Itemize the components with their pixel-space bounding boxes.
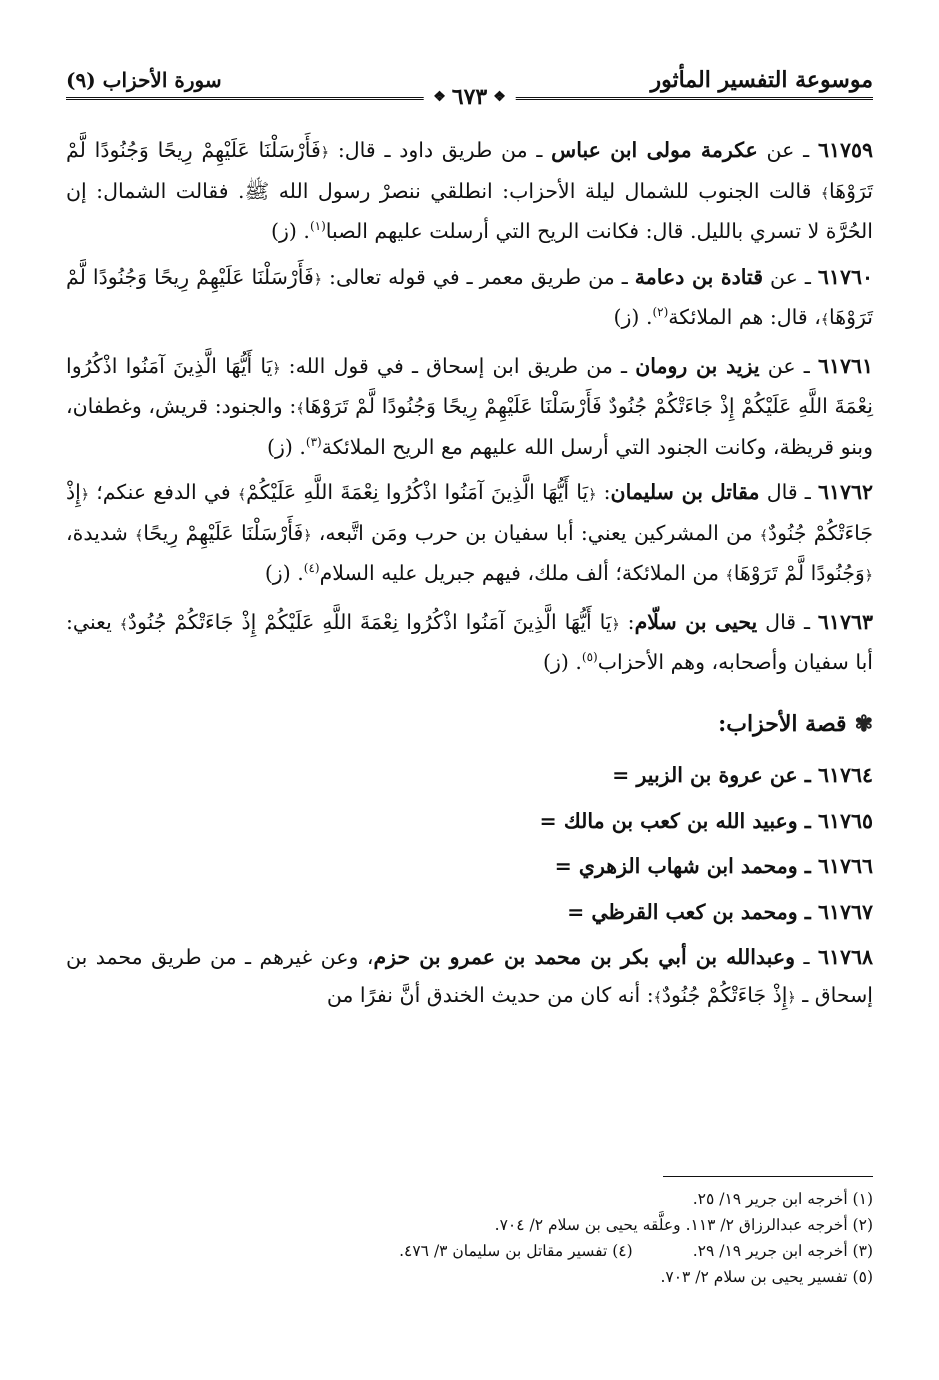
entry-number: ٦١٧٦٢ [817, 480, 874, 504]
quran-quote: ﴿ فَأَرْسَلْنَا عَلَيْهِمْ رِيحًا ﴾ [135, 521, 312, 545]
entry-number: ٦١٧٦٨ [817, 945, 873, 969]
entry-text: في الدفع عنكم؛ [89, 480, 238, 504]
entry-text: ـ من طريق معمر ـ في قوله تعالى: [322, 264, 635, 289]
section-heading [66, 706, 873, 744]
footnote: (٢) أخرجه عبدالرزاق ٢/ ١١٣. وعلَّقه يحيى بن سلام ٢/ ٧٠٤. [494, 1216, 873, 1234]
series-title: موسوعة التفسير المأثور [650, 67, 873, 93]
footnote-ref[interactable]: (١) [309, 219, 326, 234]
entry-text: من المشركين يعني: أبا سفيان بن حرب ومَن اتَّبعه، [311, 520, 760, 545]
entry-61759 [66, 132, 873, 251]
entry-61765: ٦١٧٦٥ ـ وعبيد الله بن كعب بن مالك = [539, 808, 873, 833]
entry-end: . (ز) [264, 561, 304, 585]
entry-61763 [66, 604, 873, 682]
ornament-icon: ❖ [433, 89, 446, 105]
main-text [66, 132, 873, 1017]
footnote-rule [663, 1176, 873, 1177]
entry-61767: ٦١٧٦٧ ـ ومحمد بن كعب القرظي = [567, 899, 873, 924]
entry-text: يعني: أبا سفيان وأصحابه، وهم الأحزاب [66, 609, 873, 674]
page-number: ٦٧٣ [451, 84, 488, 110]
entry-end: . (ز) [266, 434, 306, 459]
ornament-icon: ❖ [493, 89, 506, 105]
footnote-ref[interactable]: (٢) [652, 305, 669, 320]
surah-title: سورة الأحزاب (٩) [66, 68, 222, 92]
narrator-name: وعبدالله بن أبي بكر بن محمد بن عمرو بن حزم [373, 945, 795, 969]
footnote-ref[interactable]: (٥) [581, 650, 598, 665]
quran-quote: ﴿ يَا أَيُّهَا الَّذِينَ آمَنُوا اذْكُرُوا نِعْمَةَ اللَّهِ عَلَيْكُمْ ﴾ [238, 480, 597, 504]
entry-number: ٦١٧٦٠ [817, 264, 873, 289]
quran-quote: ﴿ يَا أَيُّهَا الَّذِينَ آمَنُوا اذْكُرُوا نِعْمَةَ اللَّهِ عَلَيْكُمْ إِذْ جَاءَتْكُمْ جُنُودٌ ﴾ [120, 610, 620, 634]
narrator-name: عكرمة مولى ابن عباس [551, 138, 758, 162]
entry-text: قالت الجنوب للشمال ليلة الأحزاب: انطلقي ننصرْ رسول الله ﷺ. فقالت الشمال: إن الحُرَّة لا تسري بالليل. قال: فكانت الريح التي أرسلت عليهم الصبا [66, 178, 873, 243]
entry-text: : أنه كان من حديث الخندق أنَّ نفرًا من [326, 982, 654, 1007]
section-title: قصة الأحزاب: [718, 710, 847, 737]
entry-text: ـ قال [759, 480, 818, 504]
footnote: (١) أخرجه ابن جرير ١٩/ ٢٥. [692, 1190, 873, 1208]
entry-number: ٦١٧٦١ [817, 353, 873, 378]
entry-text: ـ عن [763, 264, 818, 289]
entry-number: ٦١٧٦٣ [817, 609, 873, 634]
entry-61764: ٦١٧٦٤ ـ عن عروة بن الزبير = [612, 763, 873, 787]
entry-text: : [619, 609, 635, 634]
entry-text: ـ قال [757, 609, 818, 634]
page-number-block [423, 84, 516, 110]
entry-end: . (ز) [613, 305, 653, 329]
entry-61768 [66, 939, 873, 1017]
narrator-name: مقاتل بن سليمان [610, 480, 760, 504]
footnote-ref[interactable]: (٤) [303, 561, 320, 576]
entry-61766: ٦١٧٦٦ ـ ومحمد ابن شهاب الزهري = [554, 854, 873, 878]
entry-text: ـ عن [757, 138, 818, 162]
quran-quote: ﴿ وَجُنُودًا لَّمْ تَرَوْهَا ﴾ [726, 561, 873, 585]
footnote-row [66, 1238, 873, 1264]
quran-quote: ﴿ إِذْ جَاءَتْكُمْ جُنُودٌ ﴾ [66, 480, 873, 545]
entry-61762 [66, 474, 873, 596]
narrator-name: قتادة بن دعامة [634, 264, 764, 289]
entry-61760 [66, 259, 873, 340]
footnotes [66, 1186, 873, 1290]
narrator-name: يحيى بن سلّام [634, 609, 758, 634]
quran-quote: ﴿ يَا أَيُّهَا الَّذِينَ آمَنُوا اذْكُرُوا نِعْمَةَ اللَّهِ عَلَيْكُمْ إِذْ جَاءَتْكُمْ جُنُودٌ فَأَرْسَلْنَا عَلَيْهِمْ رِيحًا وَجُنُودًا لَّمْ تَرَوْهَا ﴾ [66, 354, 873, 419]
entry-number: ٦١٧٥٩ [817, 138, 873, 162]
entry-61761 [66, 348, 873, 467]
entry-end: . (ز) [271, 219, 310, 243]
quran-quote: ﴿ فَأَرْسَلْنَا عَلَيْهِمْ رِيحًا وَجُنُودًا لَّمْ تَرَوْهَا ﴾ [66, 265, 873, 330]
entry-text: ، قال: هم الملائكة [668, 305, 821, 329]
quran-quote: ﴿ إِذْ جَاءَتْكُمْ جُنُودٌ ﴾ [654, 983, 796, 1007]
entry-text: ـ من طريق داود ـ قال: [329, 138, 552, 162]
entry-text: : والجنود: قريش، وغطفان، وبنو قريظة، وكانت الجنود التي أرسل الله عليهم مع الريح الملائكة [66, 394, 873, 459]
narrator-name: يزيد بن رومان [635, 353, 760, 378]
footnote: (٤) تفسير مقاتل بن سليمان ٣/ ٤٧٦. [399, 1242, 633, 1260]
entry-text: : [596, 480, 611, 504]
entry-text: ـ من طريق ابن إسحاق ـ في قول الله: [280, 353, 636, 378]
footnote: (٥) تفسير يحيى بن سلام ٢/ ٧٠٣. [660, 1268, 873, 1286]
entry-text: ، وعن غيرهم ـ من طريق محمد بن إسحاق ـ [66, 945, 873, 1007]
footnote: (٣) أخرجه ابن جرير ١٩/ ٢٩. [692, 1242, 873, 1260]
flower-ornament-icon: ✾ [854, 710, 873, 737]
entry-text: ـ [794, 945, 818, 969]
entry-text: شديدة، [66, 520, 135, 545]
entry-text: من الملائكة؛ ألف ملك، فيهم جبريل عليه السلام [319, 561, 726, 585]
footnote-ref[interactable]: (٣) [305, 434, 322, 449]
entry-end: . (ز) [542, 650, 582, 674]
entry-text: ـ عن [759, 353, 818, 378]
quran-quote: ﴿ فَأَرْسَلْنَا عَلَيْهِمْ رِيحًا وَجُنُودًا لَّمْ تَرَوْهَا ﴾ [66, 138, 873, 203]
